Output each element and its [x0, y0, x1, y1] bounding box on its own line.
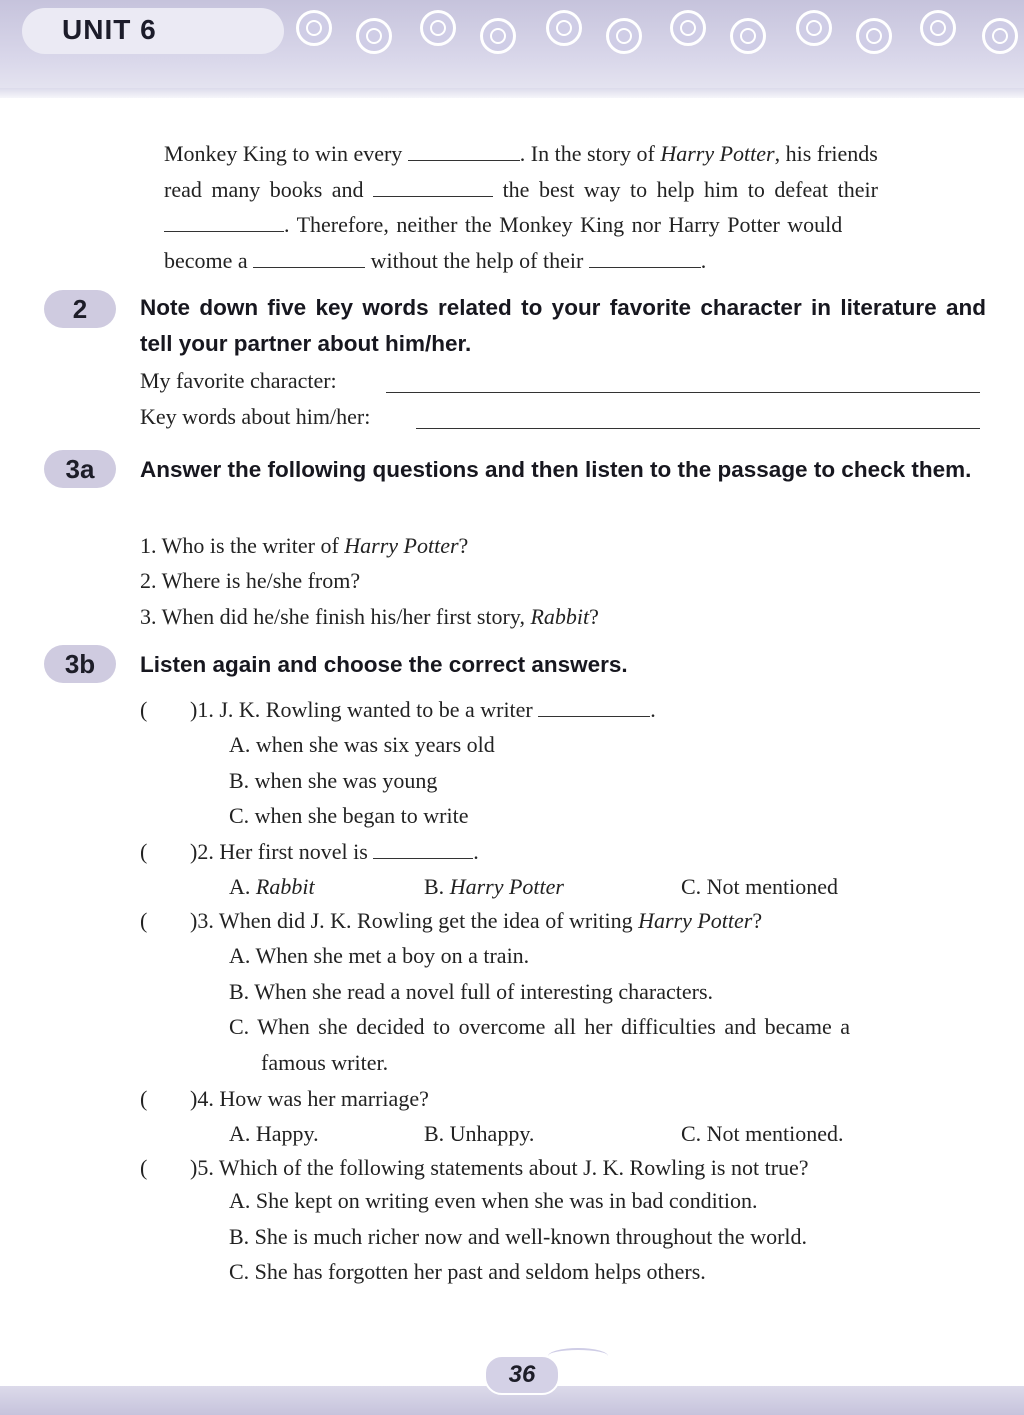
- book-title: Harry Potter: [344, 533, 459, 558]
- decorative-circle-icon: [480, 18, 516, 54]
- question-text: ?: [458, 533, 469, 558]
- passage-text: the best way to help him to defeat their: [502, 177, 878, 202]
- answer-paren[interactable]: (: [140, 908, 148, 933]
- option-1c[interactable]: C. when she began to write: [229, 803, 469, 828]
- section-3a-heading: Answer the following questions and then listen to the passage to check them.: [140, 457, 972, 482]
- favorite-character-field[interactable]: [386, 392, 980, 393]
- question-3b-3: [190, 908, 762, 934]
- header-divider: [0, 88, 1024, 98]
- decorative-circle-icon: [920, 10, 956, 46]
- option-1b[interactable]: B. when she was young: [229, 768, 438, 793]
- option-3c[interactable]: C. When she decided to overcome all her difficulties and became a: [229, 1014, 851, 1039]
- decorative-circle-icon: [730, 18, 766, 54]
- option-label: B.: [424, 874, 445, 899]
- answer-blank[interactable]: [164, 230, 284, 232]
- favorite-character-label: My favorite character:: [140, 368, 337, 393]
- passage-line-1: [164, 141, 878, 167]
- book-title: Rabbit: [530, 604, 590, 629]
- question-text: ?: [589, 604, 599, 629]
- question-3b-2: [190, 839, 479, 865]
- option-5b[interactable]: B. She is much richer now and well-known throughout the world.: [229, 1224, 808, 1249]
- answer-paren[interactable]: (: [140, 1086, 148, 1111]
- key-words-field[interactable]: [416, 428, 980, 429]
- question-text: )1. J. K. Rowling wanted to be a writer: [190, 697, 533, 722]
- question-text: 1. Who is the writer of: [140, 533, 339, 558]
- question-text: )2. Her first novel is: [190, 839, 368, 864]
- key-words-label: Key words about him/her:: [140, 404, 371, 429]
- decorative-circle-icon: [296, 10, 332, 46]
- passage-line-2: [164, 177, 878, 203]
- answer-blank[interactable]: [589, 266, 701, 268]
- option-4b[interactable]: B. Unhappy.: [424, 1121, 535, 1146]
- question-3a-2: 2. Where is he/she from?: [140, 568, 361, 593]
- question-3b-4: )4. How was her marriage?: [190, 1086, 429, 1111]
- option-4a[interactable]: A. Happy.: [229, 1121, 319, 1146]
- question-3a-3: [140, 604, 599, 630]
- passage-line-3: [164, 212, 842, 238]
- answer-paren[interactable]: (: [140, 839, 148, 864]
- option-label: A.: [229, 874, 251, 899]
- question-text: 3. When did he/she finish his/her first story,: [140, 604, 525, 629]
- decorative-circle-icon: [982, 18, 1018, 54]
- question-text: ?: [752, 908, 763, 933]
- passage-line-4: [164, 248, 706, 274]
- option-1a[interactable]: A. when she was six years old: [229, 732, 495, 757]
- passage-text: Monkey King to win every: [164, 141, 403, 166]
- answer-blank[interactable]: [373, 195, 493, 197]
- question-3a-1: [140, 533, 468, 559]
- decorative-circle-icon: [796, 10, 832, 46]
- page-number: 36: [484, 1355, 560, 1395]
- passage-text: , his friends: [774, 141, 878, 166]
- answer-paren[interactable]: (: [140, 1155, 148, 1180]
- answer-blank[interactable]: [253, 266, 365, 268]
- decorative-circle-icon: [856, 18, 892, 54]
- option-5c[interactable]: C. She has forgotten her past and seldom helps others.: [229, 1259, 706, 1284]
- section-badge-3a: 3a: [44, 450, 116, 488]
- option-4c[interactable]: C. Not mentioned.: [681, 1121, 844, 1146]
- section-badge-2: 2: [44, 290, 116, 328]
- question-text: .: [473, 839, 479, 864]
- option-5a[interactable]: A. She kept on writing even when she was in bad condition.: [229, 1188, 758, 1213]
- decorative-swoosh-icon: [548, 1348, 608, 1364]
- passage-text: become a: [164, 248, 248, 273]
- option-3a[interactable]: A. When she met a boy on a train.: [229, 943, 530, 968]
- decorative-circle-icon: [420, 10, 456, 46]
- question-text: .: [650, 697, 656, 722]
- passage-text: without the help of their: [370, 248, 584, 273]
- answer-blank[interactable]: [373, 857, 473, 859]
- question-3b-5: )5. Which of the following statements about J. K. Rowling is not true?: [190, 1155, 809, 1180]
- answer-paren[interactable]: (: [140, 697, 148, 722]
- passage-text: .: [700, 248, 707, 273]
- passage-text: read many books and: [164, 177, 364, 202]
- answer-blank[interactable]: [538, 715, 650, 717]
- decorative-circle-icon: [546, 10, 582, 46]
- option-2b[interactable]: [424, 874, 564, 900]
- book-title: Harry Potter: [660, 141, 775, 166]
- option-2c[interactable]: C. Not mentioned: [681, 874, 839, 899]
- section-3b-heading: Listen again and choose the correct answers.: [140, 652, 628, 677]
- section-2-heading: Note down five key words related to your favorite character in literature and tell your partner about him/her.: [140, 295, 986, 356]
- question-3b-1: [190, 697, 656, 723]
- decorative-circle-icon: [670, 10, 706, 46]
- option-2a[interactable]: [229, 874, 315, 900]
- passage-text: . In the story of: [519, 141, 655, 166]
- option-3c-continued: famous writer.: [261, 1050, 389, 1075]
- option-3b[interactable]: B. When she read a novel full of interesting characters.: [229, 979, 714, 1004]
- unit-title: UNIT 6: [62, 14, 157, 45]
- decorative-circle-icon: [356, 18, 392, 54]
- book-title: Harry Potter: [449, 874, 564, 899]
- book-title: Rabbit: [255, 874, 315, 899]
- section-badge-3b: 3b: [44, 645, 116, 683]
- question-text: )3. When did J. K. Rowling get the idea of writing: [190, 908, 633, 933]
- book-title: Harry Potter: [638, 908, 753, 933]
- passage-text: . Therefore, neither the Monkey King nor Harry Potter would: [284, 212, 843, 237]
- answer-blank[interactable]: [408, 159, 520, 161]
- decorative-circle-icon: [606, 18, 642, 54]
